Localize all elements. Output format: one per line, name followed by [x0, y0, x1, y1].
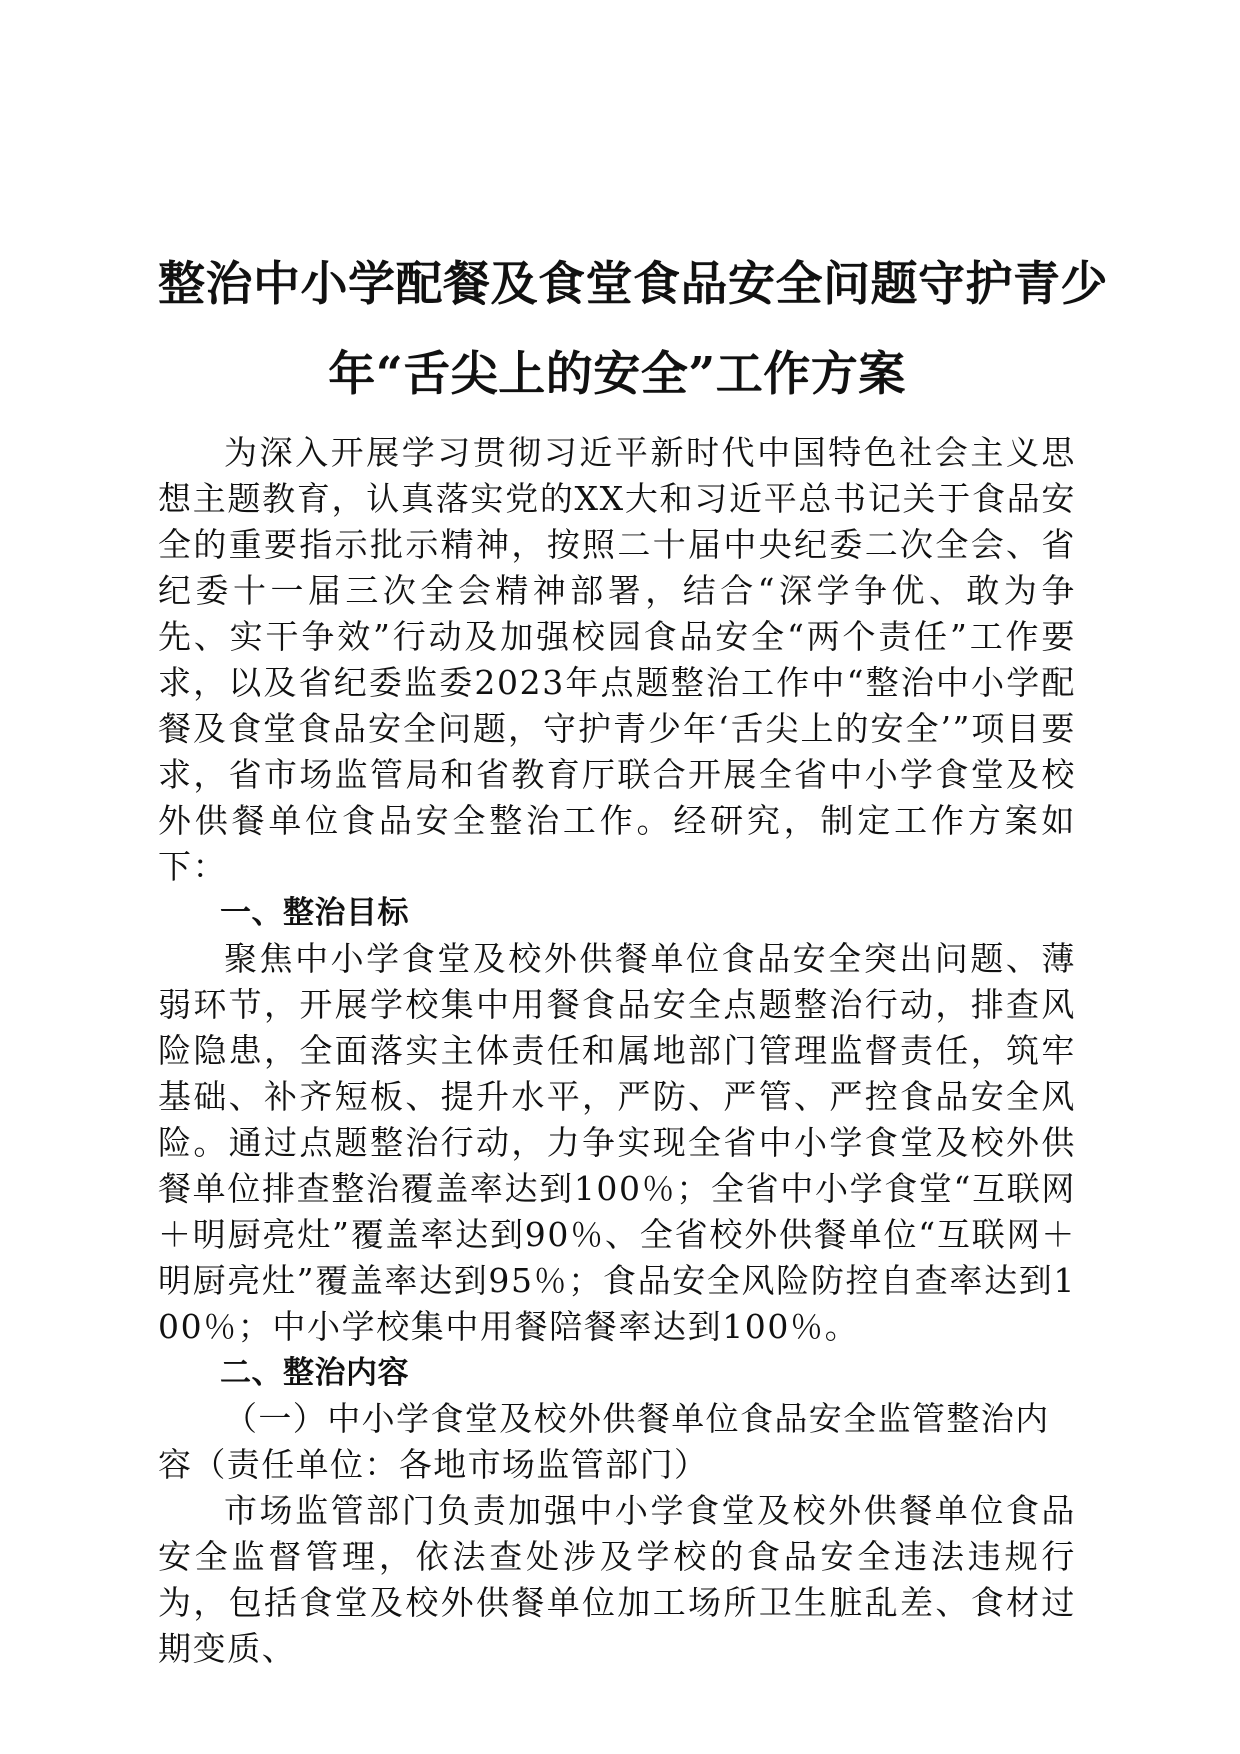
goals-paragraph: 聚焦中小学食堂及校外供餐单位食品安全突出问题、薄弱环节，开展学校集中用餐食品安全点题整治行动，排查风险隐患，全面落实主体责任和属地部门管理监督责任，筑牢基础、补齐短板、提升水平，严防、严管、严控食品安全风险。通过点题整治行动，力争实现全省中小学食堂及校外供餐单位排查整治覆盖率达到100％；全省中小学食堂“互联网＋明厨亮灶”覆盖率达到90％、全省校外供餐单位“互联网＋明厨亮灶”覆盖率达到95％；食品安全风险防控自查率达到100％；中小学校集中用餐陪餐率达到100％。	[158, 939, 1076, 1346]
document-title	[158, 240, 1108, 420]
title-line-1: 整治中小学配餐及食堂食品安全问题守护青少	[158, 257, 1108, 312]
title-line-2: 年“舌尖上的安全”工作方案	[328, 347, 906, 402]
document-body	[158, 240, 1108, 1672]
subsection-1-paragraph: 市场监管部门负责加强中小学食堂及校外供餐单位食品安全监督管理，依法查处涉及学校的食品安全违法违规行为，包括食堂及校外供餐单位加工场所卫生脏乱差、食材过期变质、	[158, 1491, 1076, 1668]
section-heading-content: 二、整治内容	[220, 1355, 409, 1391]
subsection-heading-1: （一）中小学食堂及校外供餐单位食品安全监管整治内容（责任单位：各地市场监管部门）	[158, 1399, 1050, 1484]
section-heading-goals: 一、整治目标	[220, 895, 409, 931]
intro-paragraph: 为深入开展学习贯彻习近平新时代中国特色社会主义思想主题教育，认真落实党的XX大和习近平总书记关于食品安全的重要指示批示精神，按照二十届中央纪委二次全会、省纪委十一届三次全会精神部署，结合“深学争优、敢为争先、实干争效”行动及加强校园食品安全“两个责任”工作要求，以及省纪委监委2023年点题整治工作中“整治中小学配餐及食堂食品安全问题，守护青少年‘舌尖上的安全’”项目要求，省市场监管局和省教育厅联合开展全省中小学食堂及校外供餐单位食品安全整治工作。经研究，制定工作方案如下：	[158, 433, 1076, 886]
